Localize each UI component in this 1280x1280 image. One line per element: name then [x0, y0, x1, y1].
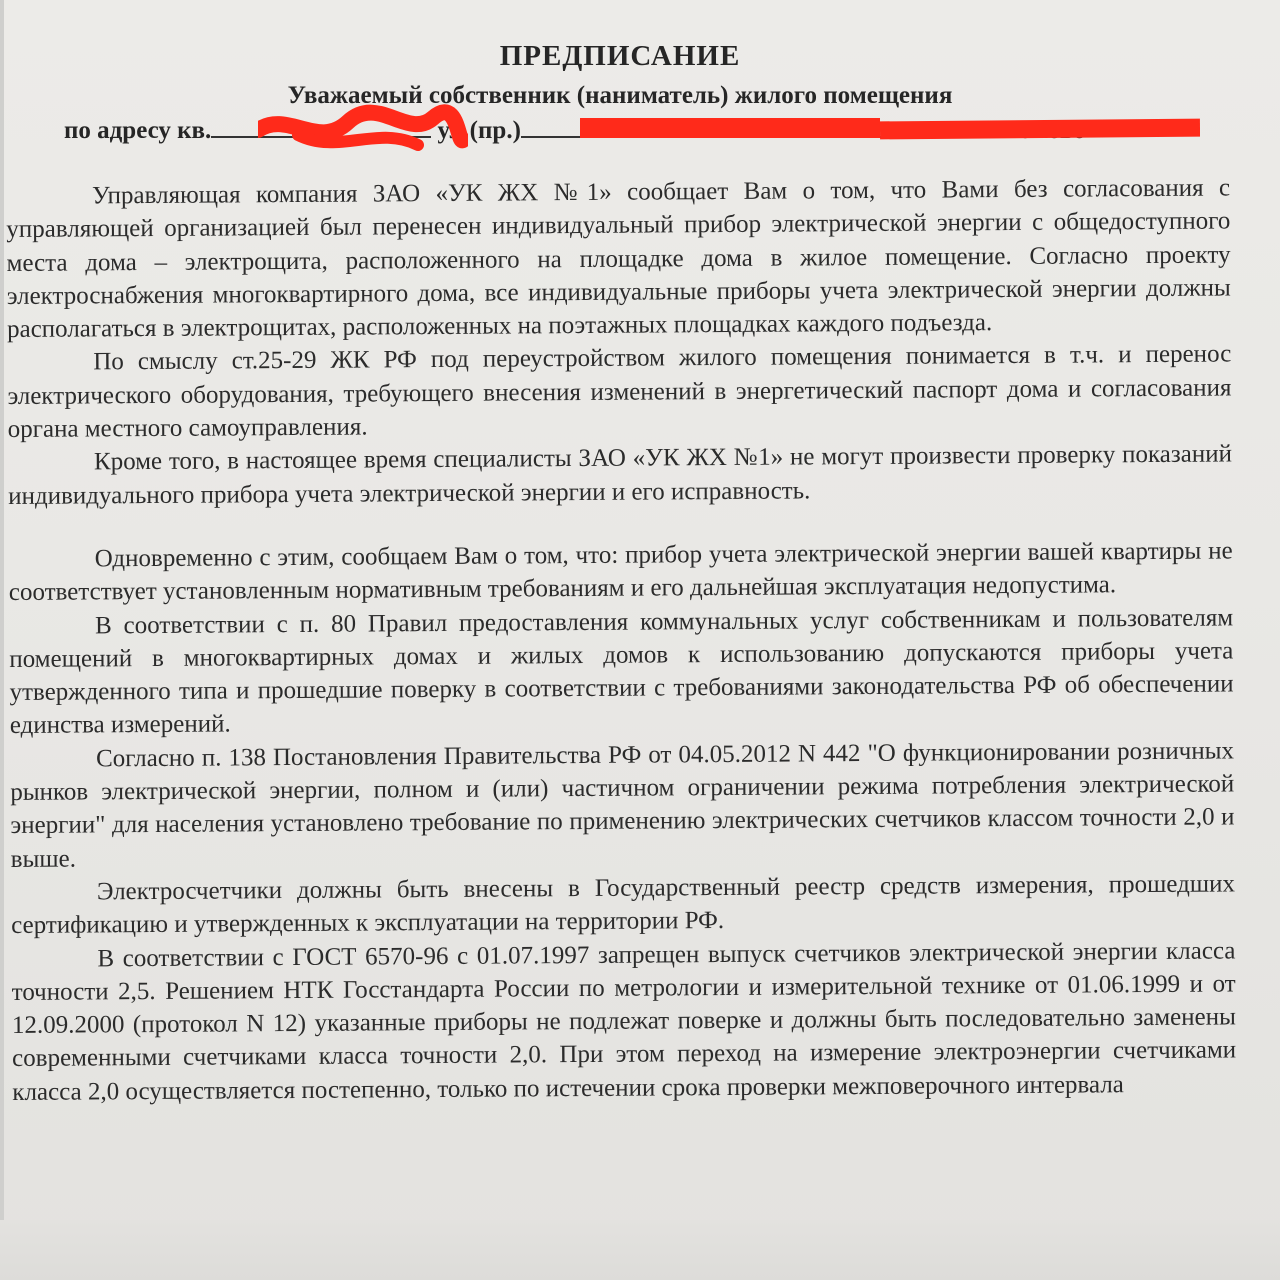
paragraph: В соответствии с ГОСТ 6570-96 с 01.07.1997 запрещен выпуск счетчиков электрической энергии класса точности 2,5. Решением НТК Госстандарта России по метрологии и измерительной технике от 01.06.1999 и от 12.09.2000 (протокол N 12) указанные приборы не подлежат поверке и должны быть последовательно заменены современными счетчиками класса точности 2,0. При этом переход на измерение электроэнергии счетчиками класса 2,0 осуществляется постепенно, только по истечении срока проверки межповерочного интервала	[11, 936, 1237, 1106]
body-text	[6, 171, 1236, 1109]
document-subtitle: Уважаемый собственник (наниматель) жилого помещения	[287, 82, 953, 109]
address-prefix: по адресу кв.	[64, 117, 212, 144]
paragraph: По смыслу ст.25-29 ЖК РФ под переустройством жилого помещения понимается в т.ч. и перенос электрического оборудования, требующего внесения изменений в энергетический паспорт дома и согласования органа местного самоуправления.	[7, 340, 1232, 444]
page-bottom-shadow	[0, 1220, 1280, 1280]
paragraph: В соответствии с п. 80 Правил предоставления коммунальных услуг собственникам и пользователям помещений в многоквартирных домах и жилых домов к использованию допускаются приборы учета утвержденного типа и прошедшие поверку в соответствии с требованиями законодательства РФ об обеспечении единства измерений.	[9, 604, 1234, 740]
document-title: ПРЕДПИСАНИЕ	[499, 40, 741, 72]
redaction-bar-street	[580, 114, 1200, 144]
photo-edge	[0, 0, 4, 1280]
paragraph: Управляющая компания ЗАО «УК ЖХ №1» сообщает Вам о том, что Вами без согласования с управляющей организацией был перенесен индивидуальный прибор электрической энергии с общедоступного места дома – электрощита, расположенного на площадке дома в жилое помещение. Согласно проекту электроснабжения многоквартирного дома, все индивидуальные приборы учета электрической энергии должны располагаться в электрощитах, расположенных на поэтажных площадках каждого подъезда.	[6, 174, 1231, 344]
street-prefix: ул (пр.)	[437, 117, 521, 144]
paragraph: Согласно п. 138 Постановления Правительства РФ от 04.05.2012 N 442 "О функционировании розничных рынков электрической энергии, полном и (или) частичном ограничении режима потребления электрической энергии" для населения установлено требование по применению электрических счетчиков классом точности 2,0 и выше.	[10, 737, 1235, 873]
paragraph: Одновременно с этим, сообщаем Вам о том, что: прибор учета электрической энергии вашей квартиры не соответствует установленным нормативным требованиям и его дальнейшая эксплуатация недопустима.	[8, 537, 1233, 607]
paragraph: Кроме того, в настоящее время специалисты ЗАО «УК ЖХ №1» не могут произвести проверку показаний индивидуального прибора учета электрической энергии и его исправность.	[8, 440, 1233, 510]
redaction-scribble-apartment	[258, 100, 468, 160]
paragraph: Электросчетчики должны быть внесены в Государственный реестр средств измерения, прошедших сертификацию и утвержденных к эксплуатации на территории РФ.	[11, 870, 1236, 940]
